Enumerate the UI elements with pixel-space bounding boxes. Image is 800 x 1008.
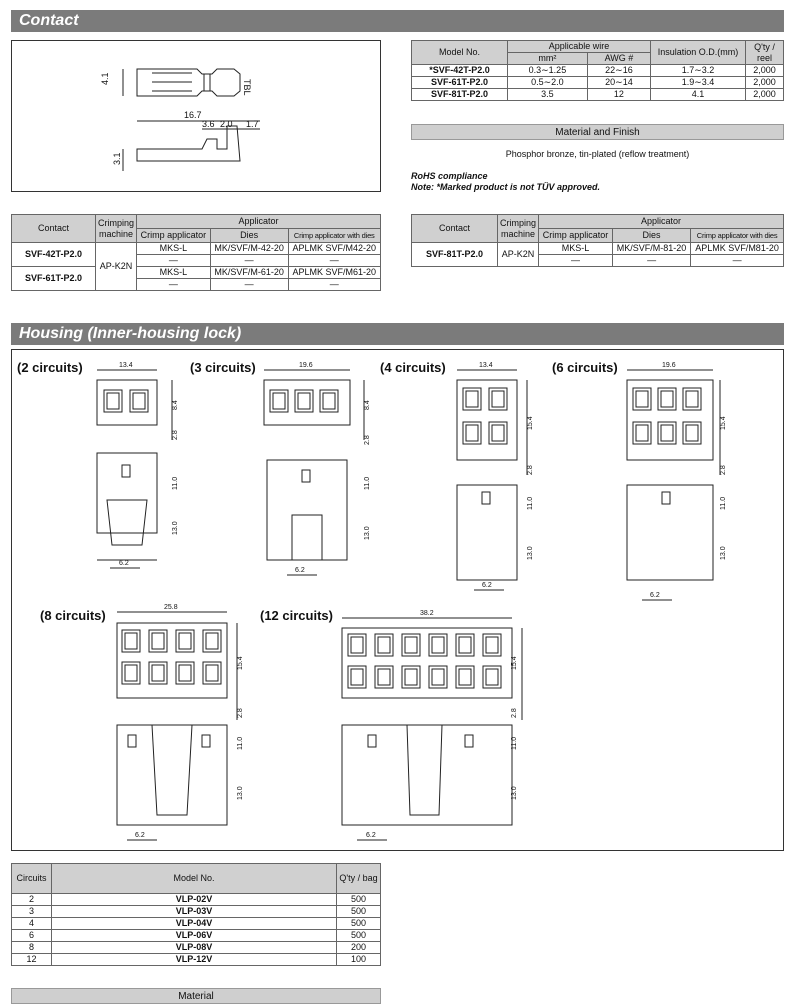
cell-dies: MK/SVF/M-42-20	[210, 243, 288, 255]
section-header-contact: Contact	[11, 10, 784, 32]
cell-mm2: 0.3∼1.25	[508, 65, 588, 77]
th-crimp-app: Crimp applicator	[137, 229, 211, 243]
dim: 6.2	[482, 582, 492, 589]
cell-qty: 100	[337, 954, 381, 966]
table-row	[12, 243, 381, 255]
table-row	[12, 267, 381, 279]
cell-qty: 500	[337, 930, 381, 942]
cell-dies: —	[210, 255, 288, 267]
dim: 13.0	[237, 786, 244, 800]
dim: 11.0	[720, 496, 727, 510]
table-row	[12, 954, 381, 966]
dim: 8.4	[172, 400, 179, 410]
cell-machine: AP-K2N	[498, 243, 539, 267]
rohs-title: RoHS compliance	[411, 171, 488, 181]
mark-tbl: TBL	[242, 79, 252, 96]
th-with-dies: Crimp applicator with dies	[288, 229, 380, 243]
cell-model: VLP-04V	[52, 918, 337, 930]
cell-qty: 2,000	[746, 89, 784, 101]
table-row	[12, 894, 381, 906]
rohs-note: Note: *Marked product is not TÜV approved.	[411, 182, 601, 192]
th-mm2: mm²	[508, 53, 588, 65]
cell-circuits: 4	[12, 918, 52, 930]
dim: 13.4	[119, 362, 133, 369]
cell-with-dies: APLMK SVF/M81-20	[691, 243, 784, 255]
cell-crimp-app: MKS-L	[137, 267, 211, 279]
cell-contact: SVF-81T-P2.0	[412, 243, 498, 267]
applicator-table-left	[11, 214, 381, 291]
dim-2-0: 2.0	[220, 119, 233, 129]
dim: 2.8	[527, 465, 534, 475]
cell-model: *SVF-42T-P2.0	[412, 65, 508, 77]
cell-crimp-app: MKS-L	[539, 243, 613, 255]
material-finish-text: Phosphor bronze, tin-plated (reflow treatment)	[505, 149, 690, 159]
section-header-housing: Housing (Inner-housing lock)	[11, 323, 784, 345]
cell-qty: 2,000	[746, 65, 784, 77]
dim: 19.6	[299, 362, 313, 369]
cell-mm2: 3.5	[508, 89, 588, 101]
cell-with-dies: —	[288, 279, 380, 291]
table-row	[12, 918, 381, 930]
dim: 15.4	[720, 416, 727, 430]
table-row	[412, 77, 784, 89]
contact-drawing	[12, 41, 380, 191]
label-6-circuits: (6 circuits)	[552, 360, 618, 375]
dim-1-7: 1.7	[246, 119, 259, 129]
cell-circuits: 12	[12, 954, 52, 966]
dim: 15.4	[237, 656, 244, 670]
cell-qty: 500	[337, 906, 381, 918]
applicator-table-right	[411, 214, 784, 267]
th-crimping: Crimping machine	[498, 215, 539, 243]
cell-od: 1.9∼3.4	[651, 77, 746, 89]
th-crimp-app: Crimp applicator	[539, 229, 613, 243]
th-awg: AWG #	[587, 53, 650, 65]
th-qty: Q'ty / reel	[746, 41, 784, 65]
housing-table	[11, 863, 381, 966]
cell-with-dies: APLMK SVF/M61-20	[288, 267, 380, 279]
cell-with-dies: —	[288, 255, 380, 267]
dim: 6.2	[295, 567, 305, 574]
cell-qty: 500	[337, 894, 381, 906]
dim-3-6: 3.6	[202, 119, 215, 129]
dim: 38.2	[420, 610, 434, 617]
material-header: Material	[11, 988, 381, 1004]
label-2-circuits: (2 circuits)	[17, 360, 83, 375]
cell-circuits: 6	[12, 930, 52, 942]
th-dies: Dies	[210, 229, 288, 243]
dim: 25.8	[164, 604, 178, 611]
cell-contact: SVF-42T-P2.0	[12, 243, 96, 267]
th-with-dies: Crimp applicator with dies	[691, 229, 784, 243]
dim: 11.0	[511, 736, 518, 750]
th-od: Insulation O.D.(mm)	[651, 41, 746, 65]
label-3-circuits: (3 circuits)	[190, 360, 256, 375]
cell-dies: MK/SVF/M-61-20	[210, 267, 288, 279]
cell-circuits: 2	[12, 894, 52, 906]
label-8-circuits: (8 circuits)	[40, 608, 106, 623]
dim: 6.2	[366, 832, 376, 839]
cell-qty: 200	[337, 942, 381, 954]
dim: 15.4	[511, 656, 518, 670]
cell-model: VLP-08V	[52, 942, 337, 954]
dim: 13.0	[364, 526, 371, 540]
cell-crimp-app: —	[137, 255, 211, 267]
dim: 13.0	[511, 786, 518, 800]
contact-drawing-frame	[11, 40, 381, 192]
cell-awg: 20∼14	[587, 77, 650, 89]
dim: 15.4	[527, 416, 534, 430]
cell-qty: 2,000	[746, 77, 784, 89]
cell-contact: SVF-61T-P2.0	[12, 267, 96, 291]
dim: 2.8	[364, 435, 371, 445]
cell-with-dies: APLMK SVF/M42-20	[288, 243, 380, 255]
dim: 6.2	[650, 592, 660, 599]
cell-model: SVF-61T-P2.0	[412, 77, 508, 89]
dim: 13.4	[479, 362, 493, 369]
cell-qty: 500	[337, 918, 381, 930]
th-applicator: Applicator	[137, 215, 381, 229]
dim: 13.0	[720, 546, 727, 560]
dim: 6.2	[119, 560, 129, 567]
dim: 8.4	[364, 400, 371, 410]
cell-crimp-app: MKS-L	[137, 243, 211, 255]
cell-model: VLP-03V	[52, 906, 337, 918]
cell-dies: —	[210, 279, 288, 291]
cell-dies: MK/SVF/M-81-20	[612, 243, 690, 255]
cell-with-dies: —	[691, 255, 784, 267]
th-circuits: Circuits	[12, 864, 52, 894]
dim-4-1: 4.1	[100, 72, 110, 85]
cell-model: VLP-02V	[52, 894, 337, 906]
housing-drawing-frame	[11, 349, 784, 851]
material-finish-header: Material and Finish	[411, 124, 784, 140]
dim: 11.0	[237, 736, 244, 750]
cell-model: SVF-81T-P2.0	[412, 89, 508, 101]
table-row	[412, 89, 784, 101]
th-contact: Contact	[412, 215, 498, 243]
cell-crimp-app: —	[539, 255, 613, 267]
table-row	[412, 243, 784, 255]
cell-awg: 12	[587, 89, 650, 101]
wire-table	[411, 40, 784, 101]
dim: 2.8	[720, 465, 727, 475]
cell-model: VLP-12V	[52, 954, 337, 966]
cell-model: VLP-06V	[52, 930, 337, 942]
th-qty: Q'ty / bag	[337, 864, 381, 894]
cell-dies: —	[612, 255, 690, 267]
table-row	[12, 930, 381, 942]
dim: 2.8	[511, 708, 518, 718]
dim: 11.0	[172, 476, 179, 490]
dim: 11.0	[527, 496, 534, 510]
dim: 2.8	[237, 708, 244, 718]
table-row	[412, 65, 784, 77]
th-applicator: Applicator	[539, 215, 784, 229]
th-model: Model No.	[412, 41, 508, 65]
th-model: Model No.	[52, 864, 337, 894]
dim-16-7: 16.7	[184, 110, 202, 120]
dim: 2.8	[172, 430, 179, 440]
cell-mm2: 0.5∼2.0	[508, 77, 588, 89]
dim: 13.0	[527, 546, 534, 560]
cell-od: 4.1	[651, 89, 746, 101]
dim: 6.2	[135, 832, 145, 839]
cell-awg: 22∼16	[587, 65, 650, 77]
dim: 13.0	[172, 521, 179, 535]
table-row	[12, 906, 381, 918]
th-contact: Contact	[12, 215, 96, 243]
cell-machine: AP-K2N	[96, 243, 137, 291]
label-4-circuits: (4 circuits)	[380, 360, 446, 375]
dim-3-1: 3.1	[112, 152, 122, 165]
cell-circuits: 3	[12, 906, 52, 918]
th-crimping: Crimping machine	[96, 215, 137, 243]
th-applicable: Applicable wire	[508, 41, 651, 53]
dim: 11.0	[364, 476, 371, 490]
label-12-circuits: (12 circuits)	[260, 608, 333, 623]
cell-circuits: 8	[12, 942, 52, 954]
table-row	[12, 942, 381, 954]
th-dies: Dies	[612, 229, 690, 243]
housing-drawings	[12, 350, 783, 850]
dim: 19.6	[662, 362, 676, 369]
cell-od: 1.7∼3.2	[651, 65, 746, 77]
cell-crimp-app: —	[137, 279, 211, 291]
